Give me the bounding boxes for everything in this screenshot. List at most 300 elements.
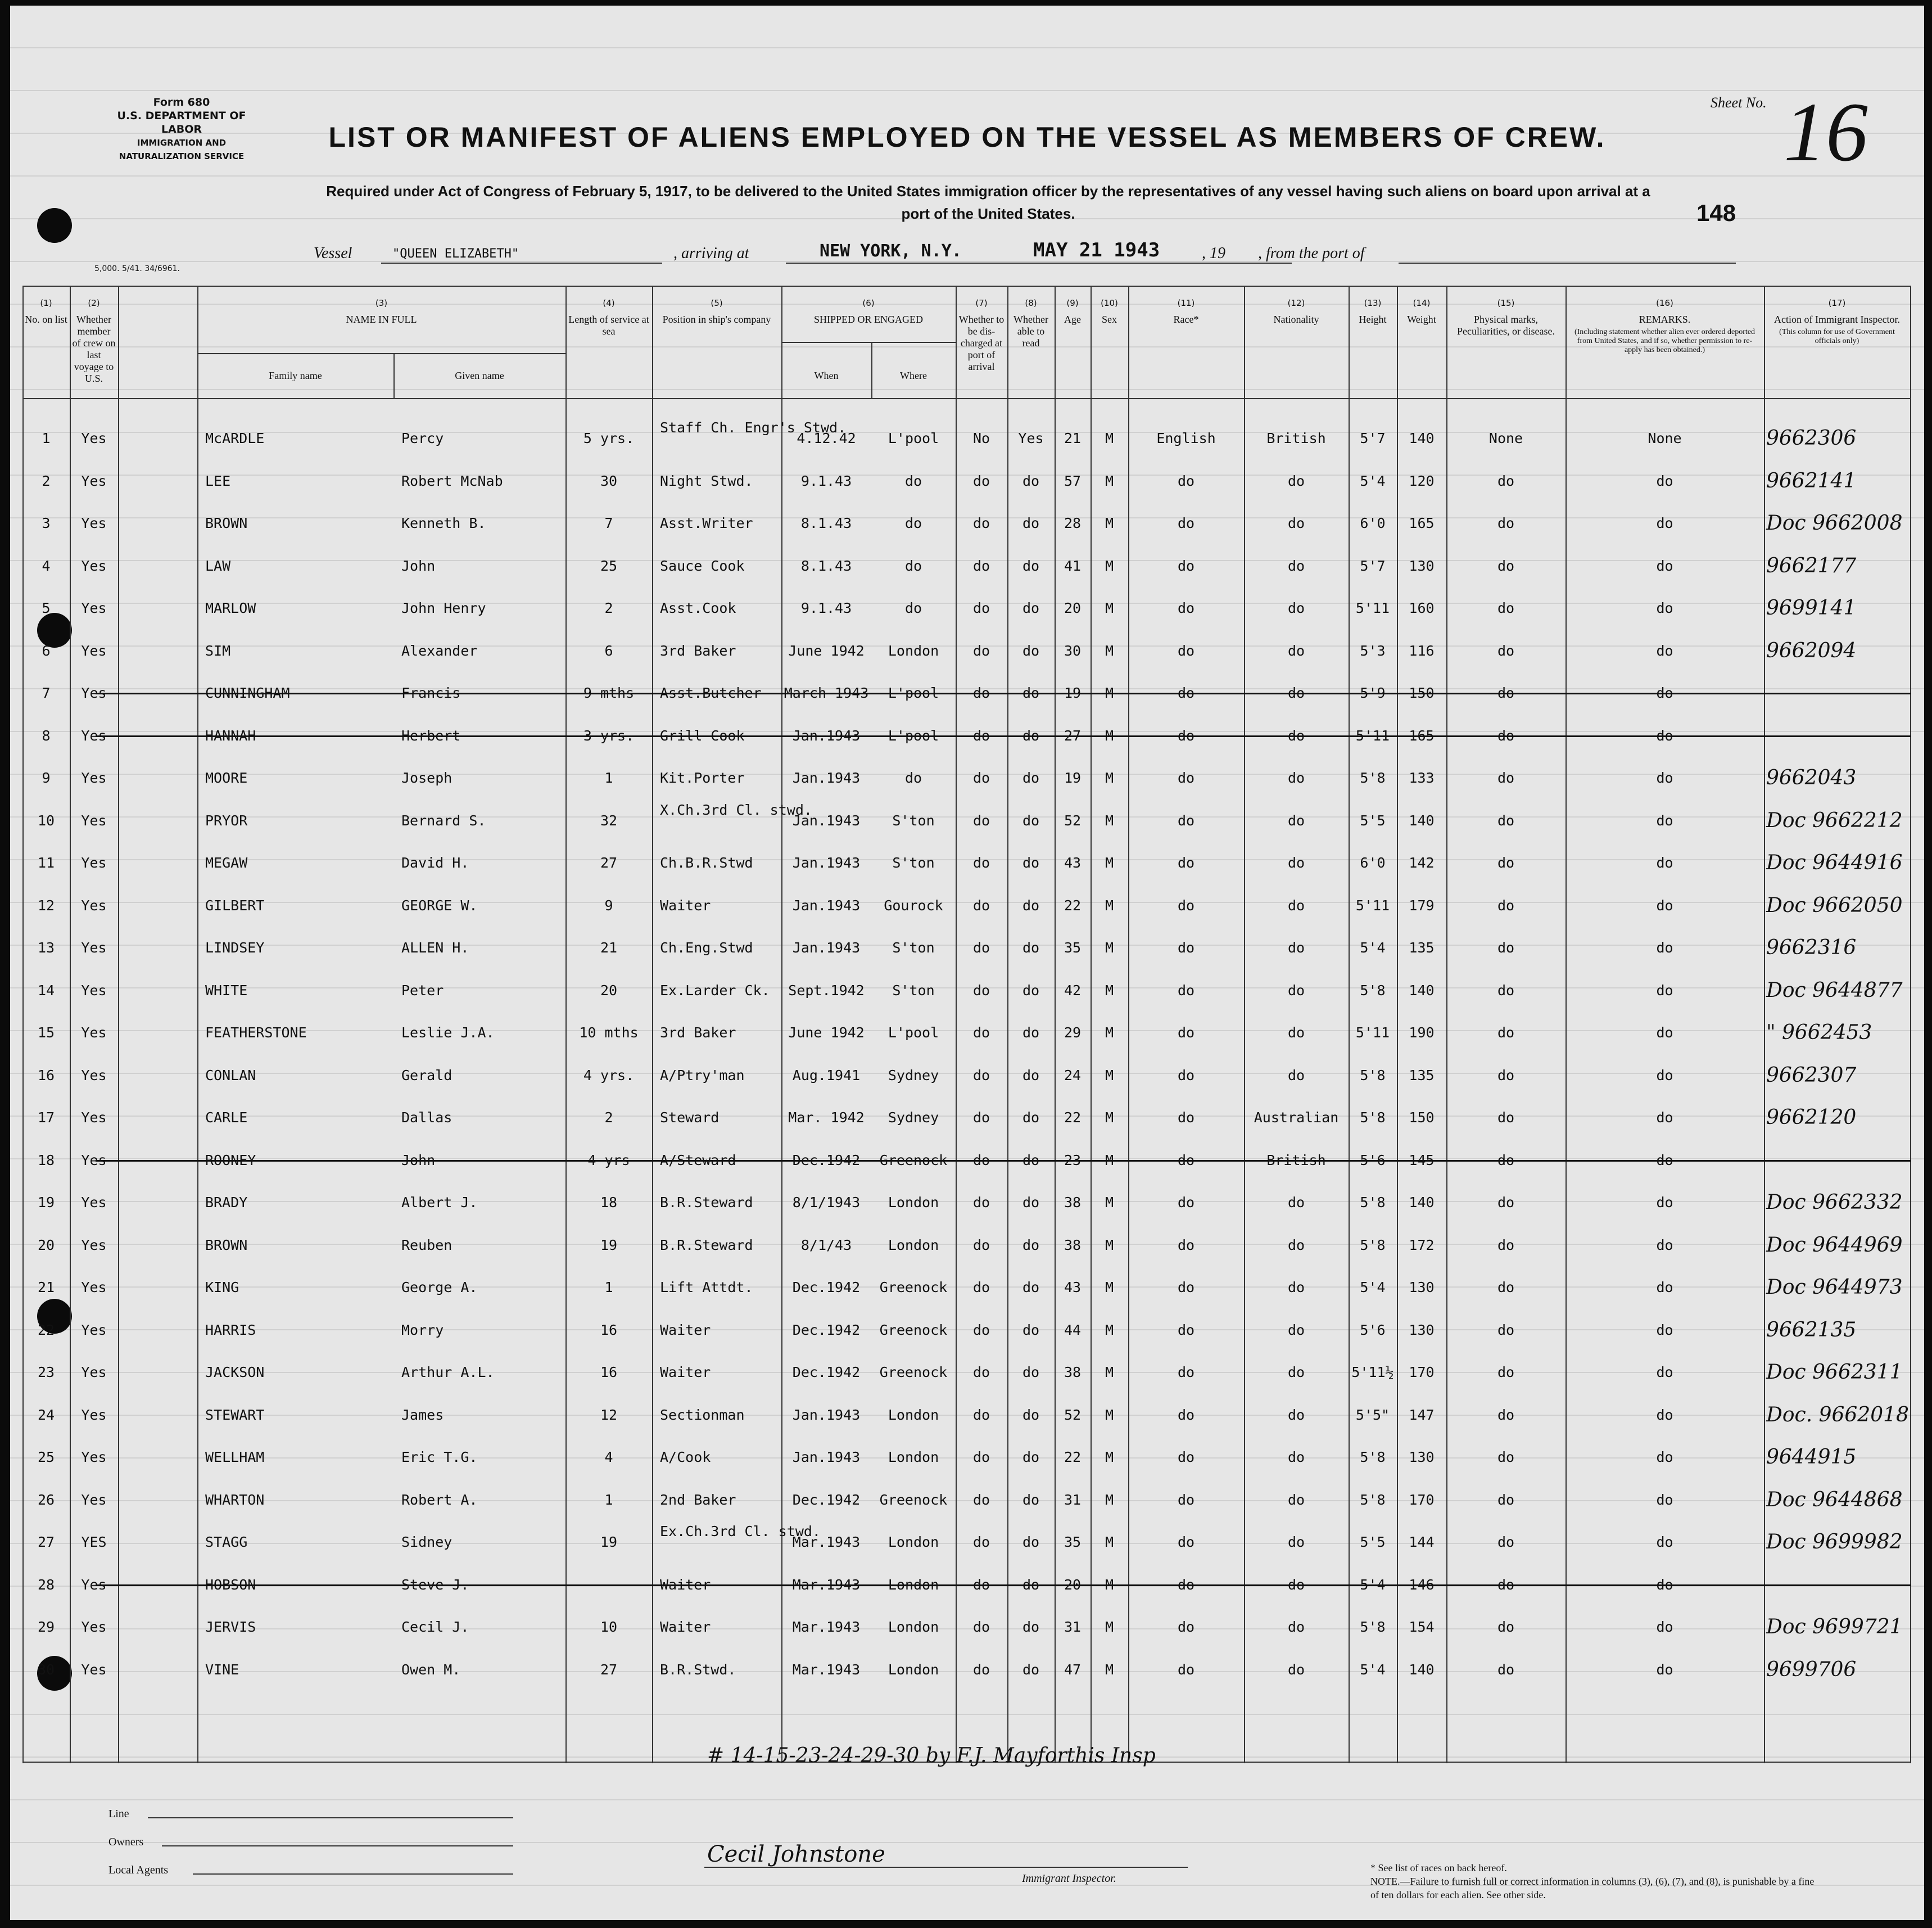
cell-weight: 154 xyxy=(1409,1619,1435,1635)
cell-action: 9662307 xyxy=(1766,1063,1857,1087)
cell-action: 9662306 xyxy=(1766,427,1857,450)
cell-nationality: do xyxy=(1287,1194,1305,1211)
cell-nationality: do xyxy=(1287,600,1305,616)
cell-marks: None xyxy=(1488,430,1523,446)
cell-race: do xyxy=(1177,557,1195,574)
cell-position: A/Steward xyxy=(660,1152,736,1168)
cell-sex: M xyxy=(1105,897,1114,914)
cell-age: 20 xyxy=(1064,1576,1082,1593)
cell-position: Waiter xyxy=(660,1576,711,1593)
cell-discharged: do xyxy=(972,727,990,744)
cell-last: Yes xyxy=(81,897,107,914)
cell-race: do xyxy=(1177,1449,1195,1465)
cell-discharged: do xyxy=(972,1491,990,1508)
cell-no: 7 xyxy=(42,685,51,701)
cell-family: LEE xyxy=(205,472,231,489)
cell-marks: do xyxy=(1497,642,1515,659)
cell-nationality: do xyxy=(1287,1661,1305,1678)
cell-action: Doc 9662008 xyxy=(1766,512,1903,535)
cell-sex: M xyxy=(1105,770,1114,786)
cell-last: Yes xyxy=(81,1109,107,1126)
cell-weight: 179 xyxy=(1409,897,1435,914)
cell-last: Yes xyxy=(81,1449,107,1465)
cell-age: 38 xyxy=(1064,1194,1082,1211)
cell-given: David H. xyxy=(401,855,469,871)
cell-no: 3 xyxy=(42,515,51,531)
cell-age: 42 xyxy=(1064,982,1082,999)
local-agents-label: Local Agents xyxy=(108,1864,169,1876)
cell-remarks: do xyxy=(1656,685,1673,701)
cell-race: do xyxy=(1177,1406,1195,1423)
vessel-line xyxy=(314,239,1775,267)
cell-given: Owen M. xyxy=(401,1661,461,1678)
table-row xyxy=(22,418,1911,459)
cell-discharged: do xyxy=(972,642,990,659)
cell-no: 21 xyxy=(37,1279,55,1295)
cell-given: John Henry xyxy=(401,600,486,616)
cell-service: 1 xyxy=(604,770,613,786)
cell-nationality: do xyxy=(1287,940,1305,956)
column-header: Weight xyxy=(1407,314,1436,325)
cell-when: Mar. 1942 xyxy=(788,1109,865,1126)
cell-discharged: do xyxy=(972,515,990,531)
cell-last: Yes xyxy=(81,1661,107,1678)
cell-nationality: British xyxy=(1266,430,1326,446)
cell-given: Joseph xyxy=(401,770,453,786)
cell-position: B.R.Steward xyxy=(660,1194,753,1211)
cell-read: do xyxy=(1022,1534,1040,1550)
cell-nationality: do xyxy=(1287,515,1305,531)
cell-read: do xyxy=(1022,770,1040,786)
cell-height: 5'3 xyxy=(1360,642,1386,659)
cell-given: Dallas xyxy=(401,1109,453,1126)
cell-where: do xyxy=(904,770,922,786)
cell-where: Greenock xyxy=(879,1152,948,1168)
cell-remarks: do xyxy=(1656,727,1673,744)
cell-marks: do xyxy=(1497,1279,1515,1295)
cell-family: ROONEY xyxy=(205,1152,256,1168)
column-header: Length of service at sea xyxy=(568,314,649,337)
cell-service: 20 xyxy=(600,982,618,999)
cell-where: S'ton xyxy=(892,982,935,999)
arrival-port: NEW YORK, N.Y. xyxy=(820,241,962,261)
cell-remarks: do xyxy=(1656,515,1673,531)
cell-race: do xyxy=(1177,897,1195,914)
cell-where: Greenock xyxy=(879,1279,948,1295)
cell-service: 4 xyxy=(604,1449,613,1465)
cell-when: 4.12.42 xyxy=(797,430,856,446)
cell-height: 5'8 xyxy=(1360,1067,1386,1083)
cell-discharged: do xyxy=(972,1576,990,1593)
cell-race: do xyxy=(1177,855,1195,871)
cell-age: 52 xyxy=(1064,1406,1082,1423)
cell-height: 5'11 xyxy=(1355,600,1390,616)
cell-nationality: do xyxy=(1287,1279,1305,1295)
arriving-label: , arriving at xyxy=(673,245,749,262)
cell-action: Doc 9699721 xyxy=(1766,1615,1903,1638)
cell-when: Sept.1942 xyxy=(788,982,865,999)
cell-no: 10 xyxy=(37,812,55,829)
column-subheader: When xyxy=(814,370,839,381)
cell-remarks: do xyxy=(1656,940,1673,956)
cell-last: Yes xyxy=(81,642,107,659)
cell-marks: do xyxy=(1497,1109,1515,1126)
cell-when: 8.1.43 xyxy=(800,515,852,531)
cell-remarks: do xyxy=(1656,1194,1673,1211)
cell-read: do xyxy=(1022,1619,1040,1635)
cell-last: Yes xyxy=(81,472,107,489)
cell-action: 9644915 xyxy=(1766,1446,1857,1469)
cell-age: 28 xyxy=(1064,515,1082,531)
cell-action: Doc 9699982 xyxy=(1766,1530,1903,1554)
cell-action: " 9662453 xyxy=(1766,1021,1872,1044)
cell-sex: M xyxy=(1105,1364,1114,1380)
cell-read: do xyxy=(1022,515,1040,531)
column-number: (15) xyxy=(1497,298,1515,308)
manifest-page xyxy=(10,6,1924,1920)
cell-marks: do xyxy=(1497,1491,1515,1508)
cell-no: 11 xyxy=(37,855,55,871)
table-row xyxy=(22,1437,1911,1478)
cell-last: Yes xyxy=(81,727,107,744)
cell-where: London xyxy=(888,1406,939,1423)
cell-family: MARLOW xyxy=(205,600,256,616)
cell-race: do xyxy=(1177,982,1195,999)
cell-action: 9662043 xyxy=(1766,766,1857,789)
cell-service: 9 xyxy=(604,897,613,914)
cell-read: do xyxy=(1022,1661,1040,1678)
cell-no: 18 xyxy=(37,1152,55,1168)
column-header: Action of Immigrant Inspector. xyxy=(1774,314,1900,325)
cell-service: 12 xyxy=(600,1406,618,1423)
cell-service: 3 yrs. xyxy=(583,727,635,744)
cell-age: 22 xyxy=(1064,897,1082,914)
cell-no: 22 xyxy=(37,1321,55,1338)
cell-where: do xyxy=(904,515,922,531)
cell-family: BROWN xyxy=(205,1236,248,1253)
cell-service: 30 xyxy=(600,472,618,489)
cell-race: do xyxy=(1177,1152,1195,1168)
vessel-label: Vessel xyxy=(314,245,352,262)
cell-when: June 1942 xyxy=(788,642,865,659)
cell-height: 5'8 xyxy=(1360,982,1386,999)
cell-height: 5'8 xyxy=(1360,770,1386,786)
table-row xyxy=(22,1649,1911,1691)
cell-service: 16 xyxy=(600,1364,618,1380)
table-row xyxy=(22,588,1911,629)
cell-sex: M xyxy=(1105,557,1114,574)
cell-remarks: do xyxy=(1656,770,1673,786)
cell-given: Eric T.G. xyxy=(401,1449,478,1465)
cell-weight: 140 xyxy=(1409,812,1435,829)
cell-given: Sidney xyxy=(401,1534,453,1550)
column-number: (4) xyxy=(603,298,615,308)
cell-position: B.R.Stwd. xyxy=(660,1661,736,1678)
line-label: Line xyxy=(108,1808,129,1820)
cell-remarks: do xyxy=(1656,1576,1673,1593)
cell-no: 1 xyxy=(42,430,51,446)
cell-no: 16 xyxy=(37,1067,55,1083)
cell-sex: M xyxy=(1105,1067,1114,1083)
cell-weight: 144 xyxy=(1409,1534,1435,1550)
cell-weight: 140 xyxy=(1409,1194,1435,1211)
cell-last: Yes xyxy=(81,1279,107,1295)
cell-race: do xyxy=(1177,1534,1195,1550)
cell-given: Peter xyxy=(401,982,444,999)
cell-discharged: do xyxy=(972,472,990,489)
table-row xyxy=(22,1310,1911,1351)
cell-remarks: do xyxy=(1656,982,1673,999)
cell-service: 5 yrs. xyxy=(583,430,635,446)
cell-service: 6 xyxy=(604,642,613,659)
cell-given: Alexander xyxy=(401,642,478,659)
table-row xyxy=(22,1097,1911,1139)
cell-race: do xyxy=(1177,1491,1195,1508)
cell-where: S'ton xyxy=(892,855,935,871)
table-row xyxy=(22,503,1911,544)
cell-marks: do xyxy=(1497,855,1515,871)
cell-discharged: do xyxy=(972,600,990,616)
cell-service: 10 xyxy=(600,1619,618,1635)
handwritten-annotation: # 14-15-23-24-29-30 by F.J. Mayforthis Insp xyxy=(707,1744,1156,1767)
cell-height: 6'0 xyxy=(1360,515,1386,531)
cell-given: Francis xyxy=(401,685,461,701)
cell-service: 2 xyxy=(604,1109,613,1126)
table-row xyxy=(22,970,1911,1012)
cell-position: 2nd Baker xyxy=(660,1491,736,1508)
cell-where: Gourock xyxy=(884,897,943,914)
cell-given: Gerald xyxy=(401,1067,453,1083)
cell-action: 9662120 xyxy=(1766,1106,1857,1129)
cell-discharged: do xyxy=(972,940,990,956)
cell-race: English xyxy=(1156,430,1216,446)
cell-service: 9 mths xyxy=(583,685,635,701)
cell-age: 41 xyxy=(1064,557,1082,574)
cell-position: Asst.Butcher xyxy=(660,685,762,701)
cell-family: KING xyxy=(205,1279,239,1295)
cell-sex: M xyxy=(1105,727,1114,744)
cell-marks: do xyxy=(1497,600,1515,616)
cell-last: Yes xyxy=(81,812,107,829)
cell-weight: 140 xyxy=(1409,430,1435,446)
cell-given: James xyxy=(401,1406,444,1423)
form-department: U.S. DEPARTMENT OF LABOR xyxy=(117,110,246,136)
cell-weight: 133 xyxy=(1409,770,1435,786)
owners-label: Owners xyxy=(108,1836,144,1848)
cell-family: MEGAW xyxy=(205,855,248,871)
cell-service: 19 xyxy=(600,1534,618,1550)
cell-where: do xyxy=(904,557,922,574)
cell-last: Yes xyxy=(81,982,107,999)
cell-service: 4 yrs xyxy=(587,1152,630,1168)
cell-position: Waiter xyxy=(660,897,711,914)
cell-last: Yes xyxy=(81,600,107,616)
cell-age: 38 xyxy=(1064,1236,1082,1253)
cell-family: HOBSON xyxy=(205,1576,256,1593)
column-header-note: (This column for use of Government officials only) xyxy=(1779,328,1895,345)
cell-weight: 140 xyxy=(1409,982,1435,999)
cell-remarks: do xyxy=(1656,897,1673,914)
cell-service: 4 yrs. xyxy=(583,1067,635,1083)
cell-no: 30 xyxy=(37,1661,55,1678)
cell-remarks: do xyxy=(1656,1279,1673,1295)
cell-no: 8 xyxy=(42,727,51,744)
cell-race: do xyxy=(1177,600,1195,616)
cell-marks: do xyxy=(1497,1024,1515,1041)
cell-given: Bernard S. xyxy=(401,812,486,829)
cell-when: Mar.1943 xyxy=(792,1661,861,1678)
cell-race: do xyxy=(1177,1024,1195,1041)
column-number: (2) xyxy=(88,298,100,308)
cell-action: 9662316 xyxy=(1766,936,1857,959)
cell-marks: do xyxy=(1497,557,1515,574)
column-header: Nationality xyxy=(1273,314,1319,325)
cell-position: Waiter xyxy=(660,1321,711,1338)
cell-race: do xyxy=(1177,642,1195,659)
cell-race: do xyxy=(1177,1619,1195,1635)
cell-given: Reuben xyxy=(401,1236,453,1253)
cell-sex: M xyxy=(1105,472,1114,489)
cell-sex: M xyxy=(1105,1491,1114,1508)
cell-read: do xyxy=(1022,727,1040,744)
cell-given: George A. xyxy=(401,1279,478,1295)
cell-height: 5'8 xyxy=(1360,1109,1386,1126)
cell-discharged: do xyxy=(972,1534,990,1550)
cell-where: London xyxy=(888,642,939,659)
cell-weight: 130 xyxy=(1409,1449,1435,1465)
cell-read: do xyxy=(1022,1024,1040,1041)
cell-marks: do xyxy=(1497,1236,1515,1253)
cell-action: Doc 9644868 xyxy=(1766,1488,1903,1511)
cell-given: Herbert xyxy=(401,727,461,744)
cell-nationality: do xyxy=(1287,1491,1305,1508)
cell-last: Yes xyxy=(81,1321,107,1338)
cell-last: Yes xyxy=(81,685,107,701)
cell-service: 18 xyxy=(600,1194,618,1211)
cell-discharged: do xyxy=(972,1406,990,1423)
cell-discharged: do xyxy=(972,855,990,871)
cell-no: 6 xyxy=(42,642,51,659)
cell-remarks: None xyxy=(1648,430,1682,446)
cell-last: Yes xyxy=(81,1152,107,1168)
cell-nationality: do xyxy=(1287,472,1305,489)
cell-last: Yes xyxy=(81,1194,107,1211)
cell-age: 35 xyxy=(1064,1534,1082,1550)
cell-remarks: do xyxy=(1656,642,1673,659)
table-row xyxy=(22,1564,1911,1606)
cell-family: GILBERT xyxy=(205,897,265,914)
cell-age: 52 xyxy=(1064,812,1082,829)
cell-marks: do xyxy=(1497,812,1515,829)
cell-marks: do xyxy=(1497,472,1515,489)
cell-height: 5'8 xyxy=(1360,1619,1386,1635)
table-row xyxy=(22,1182,1911,1223)
cell-service: 7 xyxy=(604,515,613,531)
cell-position: Ch.B.R.Stwd xyxy=(660,855,753,871)
cell-service: 25 xyxy=(600,557,618,574)
cell-position: Ch.Eng.Stwd xyxy=(660,940,753,956)
cell-discharged: do xyxy=(972,1279,990,1295)
cell-weight: 190 xyxy=(1409,1024,1435,1041)
cell-sex: M xyxy=(1105,685,1114,701)
cell-read: do xyxy=(1022,940,1040,956)
cell-given: Percy xyxy=(401,430,444,446)
column-number: (3) xyxy=(375,298,388,308)
cell-discharged: do xyxy=(972,1364,990,1380)
cell-read: do xyxy=(1022,812,1040,829)
column-number: (12) xyxy=(1287,298,1305,308)
cell-age: 43 xyxy=(1064,855,1082,871)
cell-position: Asst.Writer xyxy=(660,515,753,531)
cell-read: Yes xyxy=(1018,430,1044,446)
cell-action: 9699141 xyxy=(1766,597,1857,620)
page-subtitle: Required under Act of Congress of February 5, 1917, to be delivered to the United States immigration officer by the representatives of any vessel having such aliens on board upon arrival at a port of the United States. xyxy=(326,183,1650,222)
cell-age: 57 xyxy=(1064,472,1082,489)
cell-remarks: do xyxy=(1656,600,1673,616)
cell-no: 13 xyxy=(37,940,55,956)
column-header: NAME IN FULL xyxy=(346,314,417,325)
cell-race: do xyxy=(1177,1661,1195,1678)
cell-race: do xyxy=(1177,515,1195,531)
cell-remarks: do xyxy=(1656,855,1673,871)
cell-discharged: do xyxy=(972,1067,990,1083)
cell-family: WHITE xyxy=(205,982,248,999)
page-title: LIST OR MANIFEST OF ALIENS EMPLOYED ON THE VESSEL AS MEMBERS OF CREW. xyxy=(328,121,1606,153)
cell-service: 27 xyxy=(600,1661,618,1678)
cell-family: SIM xyxy=(205,642,231,659)
cell-when: Jan.1943 xyxy=(792,812,861,829)
crew-table xyxy=(22,286,1911,1763)
cell-marks: do xyxy=(1497,727,1515,744)
cell-nationality: do xyxy=(1287,1534,1305,1550)
sheet-no-label: Sheet No. xyxy=(1711,94,1767,111)
cell-when: Jan.1943 xyxy=(792,1449,861,1465)
cell-when: Jan.1943 xyxy=(792,855,861,871)
strike-through-line xyxy=(96,1584,1911,1586)
column-header: SHIPPED OR ENGAGED xyxy=(813,314,923,325)
cell-sex: M xyxy=(1105,1619,1114,1635)
cell-last: Yes xyxy=(81,940,107,956)
cell-no: 17 xyxy=(37,1109,55,1126)
cell-weight: 130 xyxy=(1409,1279,1435,1295)
cell-where: London xyxy=(888,1194,939,1211)
cell-action: 9662135 xyxy=(1766,1318,1857,1342)
table-row xyxy=(22,545,1911,587)
cell-discharged: do xyxy=(972,685,990,701)
cell-family: McARDLE xyxy=(205,430,265,446)
cell-read: do xyxy=(1022,685,1040,701)
year-label: , 19 xyxy=(1202,245,1225,262)
cell-weight: 135 xyxy=(1409,1067,1435,1083)
cell-sex: M xyxy=(1105,1406,1114,1423)
cell-remarks: do xyxy=(1656,557,1673,574)
cell-when: June 1942 xyxy=(788,1024,865,1041)
cell-nationality: do xyxy=(1287,727,1305,744)
cell-read: do xyxy=(1022,1321,1040,1338)
cell-when: Dec.1942 xyxy=(792,1152,861,1168)
cell-marks: do xyxy=(1497,982,1515,999)
column-number: (13) xyxy=(1364,298,1382,308)
cell-read: do xyxy=(1022,982,1040,999)
cell-height: 5'5 xyxy=(1360,1534,1386,1550)
cell-last: Yes xyxy=(81,515,107,531)
cell-discharged: do xyxy=(972,1321,990,1338)
table-row xyxy=(22,630,1911,672)
cell-read: do xyxy=(1022,855,1040,871)
cell-marks: do xyxy=(1497,1449,1515,1465)
cell-position: B.R.Steward xyxy=(660,1236,753,1253)
cell-remarks: do xyxy=(1656,1449,1673,1465)
